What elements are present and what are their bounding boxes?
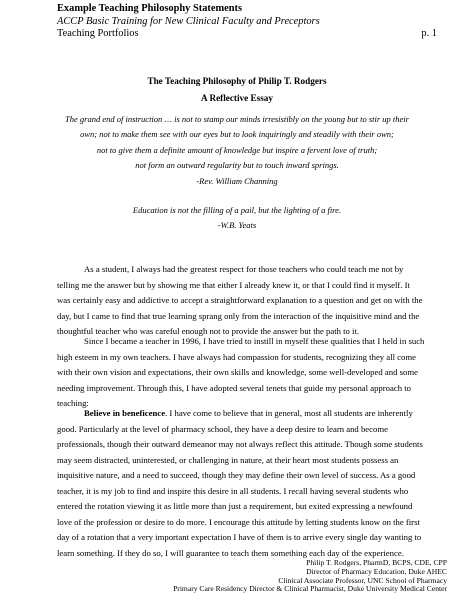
yeats-quote: [30, 203, 444, 234]
text-line: love of the profession or desire to do more. I encourage this attitude by letting students know on the first: [57, 516, 420, 527]
quote-line: The grand end of instruction … is not to stamp our minds irresistibly on the young but to stir up their: [65, 114, 409, 124]
page-header: [57, 3, 437, 41]
quote-attribution: -W.B. Yeats: [217, 220, 257, 231]
quote-line: Education is not the filling of a pail, but the lighting of a fire.: [132, 205, 342, 215]
header-section: Teaching Portfolios: [57, 28, 139, 39]
document-subtitle: A Reflective Essay: [201, 93, 273, 103]
footer-line: Director of Pharmacy Education, Duke AHEC: [306, 566, 447, 576]
text-line: [57, 406, 437, 422]
page-footer: [57, 559, 447, 594]
footer-line: Clinical Associate Professor, UNC School of Pharmacy: [278, 575, 447, 585]
text-line: telling me the answer but by showing me that either I already knew it, or that I could find it myself. It: [57, 279, 410, 290]
tenet-heading: Believe in beneficence: [84, 408, 166, 418]
paragraph-student: [57, 262, 437, 340]
quote-attribution: -Rev. William Channing: [196, 175, 278, 186]
paragraph-teacher: [57, 334, 437, 412]
text-line: day of a rotation that a very important expectation I have of them is to arrive every single day wanting to: [57, 532, 422, 542]
paragraph-beneficence: [57, 406, 437, 561]
text-line: with their own vision and expectations, their own skills and knowledge, some well-developed and some: [57, 367, 418, 377]
text-line: inquisitive nature, and a need to succeed, though they may define their own level of success. As a good: [57, 470, 416, 480]
text-line: entered the rotation viewing it as little more than just a requirement, but exited expressing a newfound: [57, 501, 413, 511]
text-line: high esteem in my own teachers. I have always had compassion for students, recognizing they all come: [57, 351, 416, 362]
text-line: thoughtful teacher who was careful enough not to provide the answer but the path to it.: [57, 326, 360, 336]
header-row: [57, 28, 437, 41]
text-line: As a student, I always had the greatest respect for those teachers who could teach me not by: [84, 264, 404, 274]
text-line: needing improvement. Through this, I have adopted several tenets that guide my personal approach to: [57, 382, 411, 393]
quote-line: own; not to make them see with our eyes but to look inquiringly and steadily with their own;: [80, 129, 394, 140]
footer-line: Primary Care Residency Director & Clinical Pharmacist, Duke University Medical Center: [173, 584, 447, 594]
channing-quote: [30, 112, 444, 189]
page-number: p. 1: [421, 28, 437, 39]
text-line: professionals, though their outward demeanor may not always reflect this attitude. Though some students: [57, 439, 423, 449]
text-line: learn something. If they do so, I will guarantee to teach them something each day of the experience.: [57, 547, 404, 558]
quote-line: not form an outward regularity but to touch inward springs.: [135, 160, 339, 171]
text-line: teacher, it is my job to find and inspire this desire in all students. I recall having several students who: [57, 485, 409, 496]
document-title-block: [0, 73, 474, 107]
text-run: . I have come to believe that in general, most all students are inherently: [165, 408, 413, 418]
quote-line: not to give them a definite amount of knowledge but inspire a fervent love of truth;: [96, 144, 378, 155]
document-title: The Teaching Philosophy of Philip T. Rodgers: [147, 76, 327, 86]
text-line: day, but I came to find that true learning sprang only from the interaction of the inquisitive mind and the: [57, 310, 420, 321]
header-subtitle: ACCP Basic Training for New Clinical Faculty and Preceptors: [57, 15, 320, 27]
header-title: Example Teaching Philosophy Statements: [57, 3, 243, 14]
text-line: may seem distracted, uninterested, or challenging in nature, at their heart most students possess an: [57, 454, 399, 465]
text-line: Since I became a teacher in 1996, I have tried to instill in myself these qualities that I held in such: [84, 336, 425, 346]
footer-line: Philip T. Rodgers, PharmD, BCPS, CDE, CPP: [306, 558, 447, 567]
text-line: good. Particularly at the level of pharmacy school, they have a deep desire to learn and become: [57, 423, 388, 434]
text-line: teaching:: [57, 398, 89, 408]
text-line: was certainly easy and addictive to accept a straightforward explanation to a question and get on with the: [57, 295, 423, 305]
